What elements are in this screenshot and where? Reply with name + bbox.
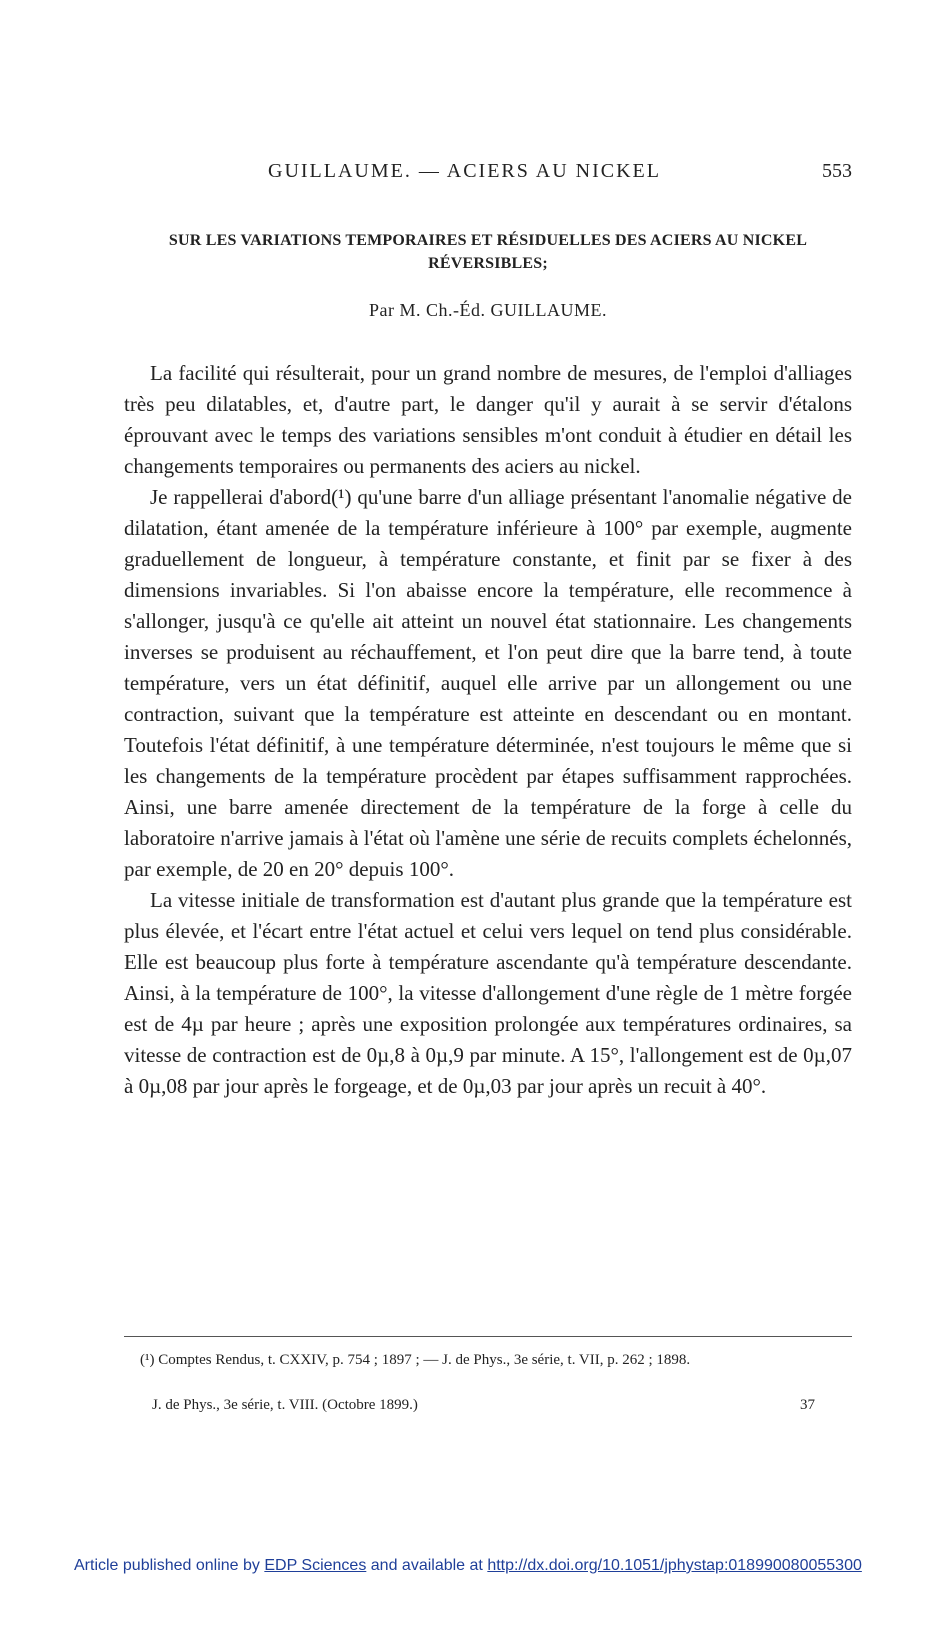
journal-citation: J. de Phys., 3e série, t. VIII. (Octobre 1899.) — [152, 1397, 418, 1413]
doi-link[interactable]: http://dx.doi.org/10.1051/jphystap:018990080055300 — [487, 1557, 862, 1574]
publisher-link[interactable]: EDP Sciences — [264, 1557, 367, 1574]
footnote-area — [124, 1348, 852, 1372]
running-title: GUILLAUME. — ACIERS AU NICKEL — [268, 160, 661, 182]
publisher-middle: and available at — [370, 1557, 483, 1574]
running-head — [124, 160, 852, 190]
body-paragraph-2: Je rappellerai d'abord(¹) qu'une barre d'un alliage présentant l'anomalie négative de dilatation, étant amenée de la température inférieure à 100° par exemple, augmente graduellement de longueur, à température constante, et finit par se fixer à des dimensions invariables. Si l'on abaisse encore la température, elle recommence à s'allonger, jusqu'à ce qu'elle ait atteint un nouvel état stationnaire. Les changements inverses se produisent au réchauffement, et l'on peut dire que la barre tend, à toute température, vers un état définitif, auquel elle arrive par un allongement ou une contraction, suivant que la température est atteinte en descendant ou en montant. Toutefois l'état définitif, à une température déterminée, n'est toujours le même que si les changements de la température procèdent par étapes suffisamment rapprochées. Ainsi, une barre amenée directement de la température de la forge à celle du laboratoire n'arrive jamais à l'état où l'amène une série de recuits complets échelonnés, par exemple, de 20 en 20° depuis 100°. — [124, 485, 852, 881]
page-number: 553 — [822, 160, 852, 182]
body-paragraph-3: La vitesse initiale de transformation est d'autant plus grande que la température est plus élevée, et l'écart entre l'état actuel et celui vers lequel on tend plus considérable. Elle est beaucoup plus forte à température ascendante qu'à température descendante. Ainsi, à la température de 100°, la vitesse d'allongement d'une règle de 1 mètre forgée est de 4µ par heure ; après une exposition prolongée aux températures ordinaires, sa vitesse de contraction est de 0µ,8 à 0µ,9 par minute. A 15°, l'allongement est de 0µ,07 à 0µ,08 par jour après le forgeage, et de 0µ,03 par jour après un recuit à 40°. — [124, 888, 852, 1098]
sheet-number: 37 — [800, 1397, 815, 1413]
author-byline: Par M. Ch.-Éd. GUILLAUME. — [369, 300, 607, 320]
body-paragraph-1: La facilité qui résulterait, pour un grand nombre de mesures, de l'emploi d'alliages très peu dilatables, et, d'autre part, le danger qu'il y aurait à se servir d'étalons éprouvant avec le temps des variations sensibles m'ont conduit à étudier en détail les changements temporaires ou permanents des aciers au nickel. — [124, 361, 852, 478]
footnote-1: (¹) Comptes Rendus, t. CXXIV, p. 754 ; 1897 ; — J. de Phys., 3e série, t. VII, p. 262 ; 1898. — [140, 1352, 691, 1368]
publisher-line — [74, 1557, 862, 1575]
footnote-divider — [124, 1336, 852, 1337]
article-body — [124, 358, 852, 1102]
publisher-prefix: Article published online by — [74, 1557, 260, 1574]
article-title: SUR LES VARIATIONS TEMPORAIRES ET RÉSIDUELLES DES ACIERS AU NICKEL RÉVERSIBLES; — [168, 232, 808, 272]
